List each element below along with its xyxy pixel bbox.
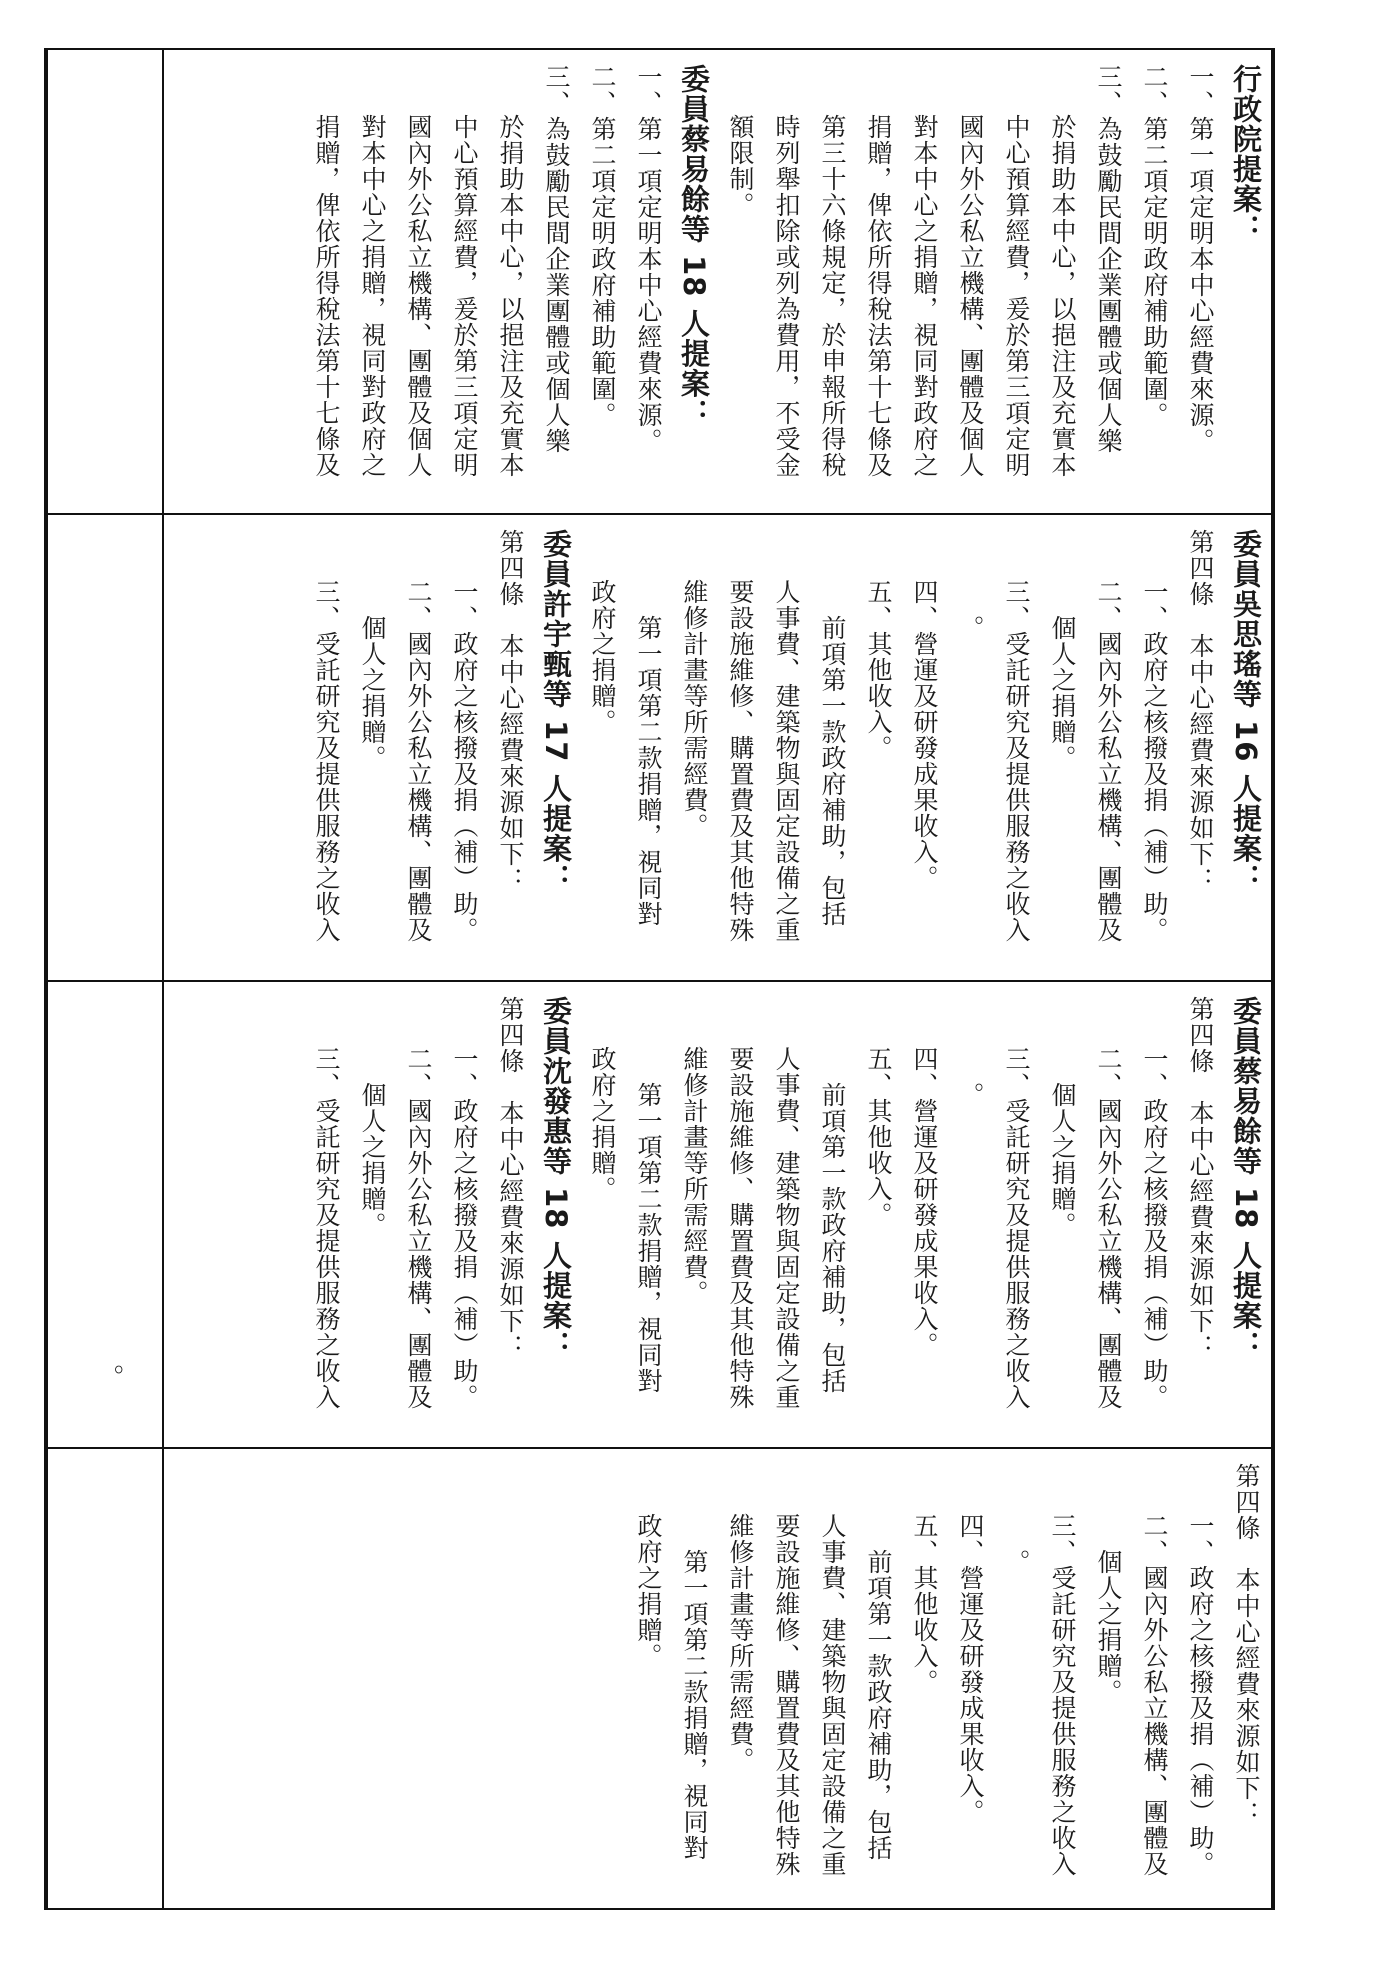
text-line: 四、營運及研發成果收入。 <box>956 1513 985 1825</box>
text-line: 國內外公私立機構、團體及個人 <box>956 114 985 478</box>
text-line: 三、為鼓勵民間企業團體或個人樂 <box>542 64 571 454</box>
text-line: 維修計畫等所需經費。 <box>680 579 709 839</box>
text-line: 三、受託研究及提供服務之收入 <box>1002 579 1031 943</box>
text-line: 時列舉扣除或列為費用，不受金 <box>772 114 801 478</box>
text-line: 人事費、建築物與固定設備之重 <box>818 1513 847 1877</box>
text-line: 對本中心之捐贈，視同對政府之 <box>358 114 387 478</box>
text-line: 二、第二項定明政府補助範圍。 <box>588 64 617 428</box>
text-line: 第一項第二款捐贈，視同對 <box>634 615 663 927</box>
text-line: 二、國內外公私立機構、團體及 <box>1094 579 1123 943</box>
text-line: 二、第二項定明政府補助範圍。 <box>1140 64 1169 428</box>
text-line: 第四條 本中心經費來源如下： <box>1232 1463 1261 1827</box>
text-line: 二、國內外公私立機構、團體及 <box>1140 1513 1169 1877</box>
text-line: 三、受託研究及提供服務之收入 <box>312 1046 341 1410</box>
text-line: 三、為鼓勵民間企業團體或個人樂 <box>1094 64 1123 454</box>
text-line: 個人之捐贈。 <box>1048 1082 1077 1238</box>
text-line: 一、政府之核撥及捐（補）助。 <box>1140 1046 1169 1410</box>
text-line: 二、國內外公私立機構、團體及 <box>1094 1046 1123 1410</box>
text-line: 二、國內外公私立機構、團體及 <box>404 1046 433 1410</box>
text-line: 前項第一款政府補助，包括 <box>864 1549 893 1861</box>
text-line: 政府之捐贈。 <box>588 579 617 735</box>
text-line: 一、第一項定明本中心經費來源。 <box>634 64 663 454</box>
text-line: 前項第一款政府補助，包括 <box>818 615 847 927</box>
text-line: 一、政府之核撥及捐（補）助。 <box>450 1046 479 1410</box>
section-heading: 委員許宇甄等 17 人提案： <box>539 529 573 894</box>
row-wu-proposal <box>44 515 1271 979</box>
text-line: 第四條 本中心經費來源如下： <box>496 996 525 1360</box>
text-line: 一、政府之核撥及捐（補）助。 <box>1186 1513 1215 1877</box>
text-line: 三、受託研究及提供服務之收入 <box>312 579 341 943</box>
text-line: 於捐助本中心，以挹注及充實本 <box>496 114 525 478</box>
text-line: 前項第一款政府補助，包括 <box>818 1082 847 1394</box>
text-line: 個人之捐贈。 <box>1094 1549 1123 1705</box>
table-top-rule <box>1271 48 1275 1910</box>
row-separator <box>44 1908 1275 1910</box>
trailing-period: 。 <box>114 1348 141 1378</box>
text-line: 三、受託研究及提供服務之收入 <box>1002 1046 1031 1410</box>
continuation-text <box>44 1449 1271 1907</box>
row-continuation <box>44 1449 1271 1907</box>
text-line: 政府之捐贈。 <box>588 1046 617 1202</box>
row-tsai-proposal <box>44 982 1271 1446</box>
text-line: 維修計畫等所需經費。 <box>680 1046 709 1306</box>
text-line: 中心預算經費，爰於第三項定明 <box>1002 114 1031 478</box>
section-heading: 委員沈發惠等 18 人提案： <box>539 996 573 1361</box>
section-heading: 委員吳思瑤等 16 人提案： <box>1229 529 1263 894</box>
text-line: 一、政府之核撥及捐（補）助。 <box>1140 579 1169 943</box>
proposal-text <box>44 982 1271 1446</box>
text-line: 中心預算經費，爰於第三項定明 <box>450 114 479 478</box>
text-line: 個人之捐贈。 <box>1048 615 1077 771</box>
text-line: 第四條 本中心經費來源如下： <box>1186 529 1215 893</box>
text-line: 。 <box>956 1082 985 1108</box>
proposal-text <box>44 515 1271 979</box>
text-line: 捐贈，俾依所得稅法第十七條及 <box>864 114 893 478</box>
text-line: 二、國內外公私立機構、團體及 <box>404 579 433 943</box>
explanation-text <box>44 50 1271 512</box>
text-line: 四、營運及研發成果收入。 <box>910 579 939 891</box>
text-line: 第一項第二款捐贈，視同對 <box>680 1549 709 1861</box>
section-heading: 委員蔡易餘等 18 人提案： <box>1229 996 1263 1361</box>
text-line: 第三十六條規定，於申報所得稅 <box>818 114 847 478</box>
text-line: 三、受託研究及提供服務之收入 <box>1048 1513 1077 1877</box>
section-heading: 委員蔡易餘等 18 人提案： <box>677 64 711 429</box>
text-line: 第一項第二款捐贈，視同對 <box>634 1082 663 1394</box>
text-line: 第四條 本中心經費來源如下： <box>496 529 525 893</box>
text-line: 五、其他收入。 <box>864 579 893 761</box>
text-line: 個人之捐贈。 <box>358 1082 387 1238</box>
text-line: 要設施維修、購置費及其他特殊 <box>726 579 755 943</box>
text-line: 個人之捐贈。 <box>358 615 387 771</box>
text-line: 第四條 本中心經費來源如下： <box>1186 996 1215 1360</box>
text-line: 對本中心之捐贈，視同對政府之 <box>910 114 939 478</box>
text-line: 國內外公私立機構、團體及個人 <box>404 114 433 478</box>
text-line: 一、第一項定明本中心經費來源。 <box>1186 64 1215 454</box>
text-line: 維修計畫等所需經費。 <box>726 1513 755 1773</box>
text-line: 一、政府之核撥及捐（補）助。 <box>450 579 479 943</box>
text-line: 人事費、建築物與固定設備之重 <box>772 1046 801 1410</box>
row-executive-explanation <box>44 50 1271 512</box>
text-line: 。 <box>1002 1549 1031 1575</box>
text-line: 於捐助本中心，以挹注及充實本 <box>1048 114 1077 478</box>
section-heading: 行政院提案： <box>1229 64 1263 244</box>
text-line: 五、其他收入。 <box>910 1513 939 1695</box>
text-line: 人事費、建築物與固定設備之重 <box>772 579 801 943</box>
text-line: 政府之捐贈。 <box>634 1513 663 1669</box>
text-line: 要設施維修、購置費及其他特殊 <box>772 1513 801 1877</box>
text-line: 。 <box>956 615 985 641</box>
text-line: 額限制。 <box>726 114 755 218</box>
text-line: 要設施維修、購置費及其他特殊 <box>726 1046 755 1410</box>
text-line: 四、營運及研發成果收入。 <box>910 1046 939 1358</box>
text-line: 捐贈，俾依所得稅法第十七條及 <box>312 114 341 478</box>
text-line: 五、其他收入。 <box>864 1046 893 1228</box>
